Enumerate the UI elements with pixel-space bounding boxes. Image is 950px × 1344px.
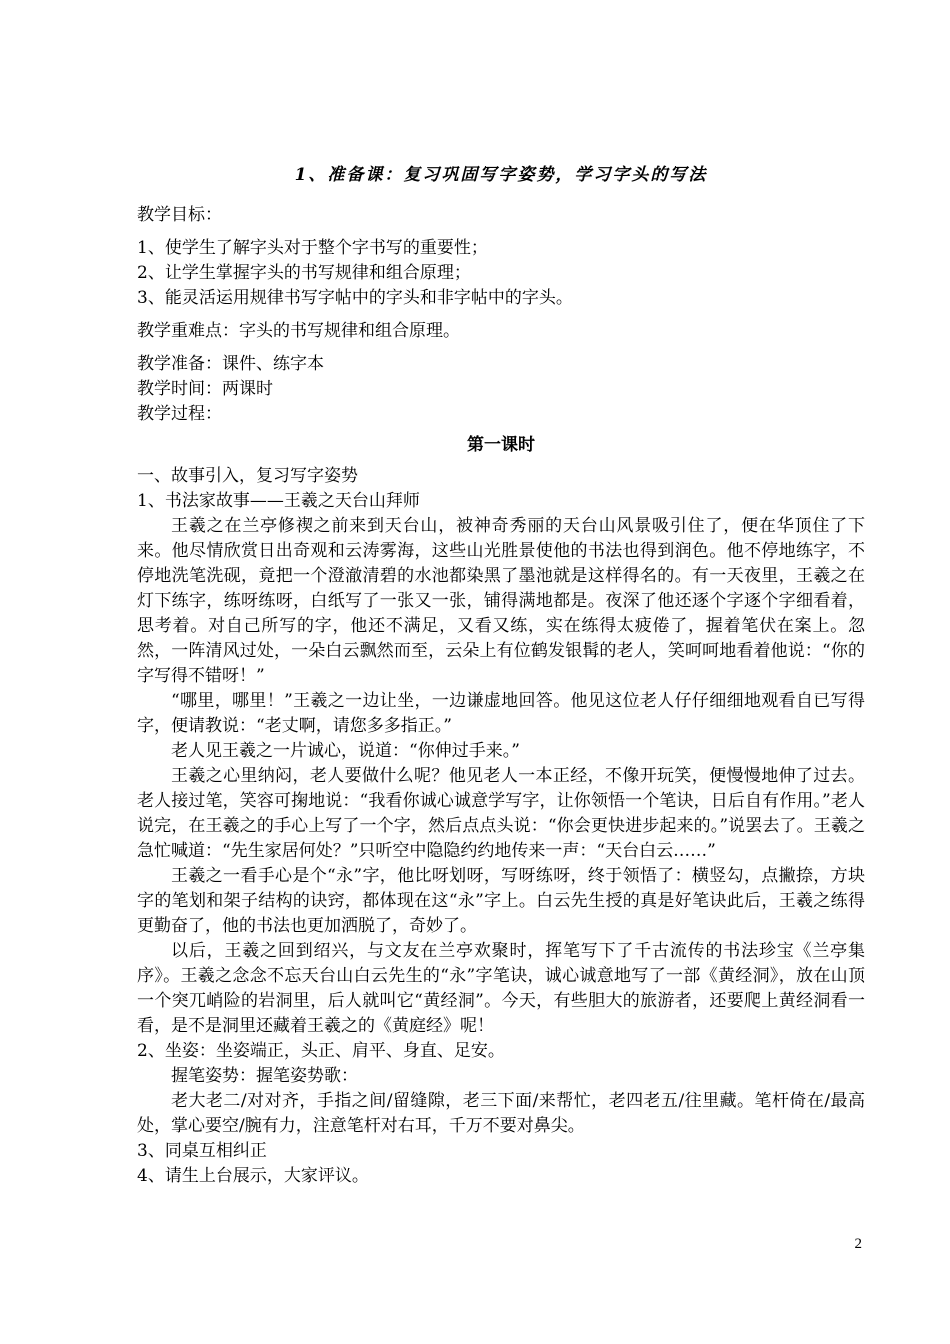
section-heading: 一、故事引入，复习写字姿势: [137, 466, 358, 486]
goal-item: 1、使学生了解字头对于整个字书写的重要性；: [137, 238, 488, 258]
lesson-heading: 第一课时: [467, 435, 535, 455]
story-paragraph: 老人见王羲之一片诚心，说道：“你伸过手来。”: [171, 741, 520, 761]
goal-item: 2、让学生掌握字头的书写规律和组合原理；: [137, 263, 471, 283]
goals-label: 教学目标：: [137, 205, 222, 225]
difficulty-line: 教学重难点：字头的书写规律和组合原理。: [137, 321, 460, 341]
grip-song: 老大老二/对对齐，手指之间/留缝隙，老三下面/来帮忙，老四老五/往里藏。笔杆倚在/最高处，掌心要空/腕有力，注意笔杆对右耳，千万不要对鼻尖。: [137, 1091, 865, 1136]
story-paragraph: 以后，王羲之回到绍兴，与文友在兰亭欢聚时，挥笔写下了千古流传的书法珍宝《兰亭集序》。王羲之念念不忘天台山白云先生的“永”字笔诀，诚心诚意地写了一部《黄经洞》，放在山顶一个突兀峭险的岩洞里，后人就叫它“黄经洞”。今天，有些胆大的旅游者，还要爬上黄经洞看一看，是不是洞里还藏着王羲之的《黄庭经》呢！: [137, 941, 865, 1036]
page-number: 2: [854, 1236, 862, 1252]
lesson-title: 1、准备课：复习巩固写字姿势，学习字头的写法: [294, 165, 708, 185]
goal-item: 3、能灵活运用规律书写字帖中的字头和非字帖中的字头。: [137, 288, 573, 308]
process-line: 教学过程：: [137, 404, 222, 424]
story-heading: 1、书法家故事——王羲之天台山拜师: [137, 491, 420, 511]
grip-heading: 握笔姿势：握笔姿势歌：: [171, 1066, 358, 1086]
item-line: 4、请生上台展示，大家评议。: [137, 1166, 369, 1186]
prep-line: 教学准备：课件、练字本: [137, 354, 324, 374]
time-line: 教学时间：两课时: [137, 379, 273, 399]
item-line: 3、同桌互相纠正: [137, 1141, 267, 1161]
posture-line: 2、坐姿：坐姿端正，头正、肩平、身直、足安。: [137, 1041, 505, 1061]
story-paragraph: 王羲之一看手心是个“永”字，他比呀划呀，写呀练呀，终于领悟了：横竖勾，点撇捺，方块字的笔划和架子结构的诀窍，都体现在这“永”字上。白云先生授的真是好笔诀此后，王羲之练得更勤奋了，他的书法也更加洒脱了，奇妙了。: [137, 866, 865, 936]
story-paragraph: 王羲之在兰亭修禊之前来到天台山，被神奇秀丽的天台山风景吸引住了，便在华顶住了下来。他尽情欣赏日出奇观和云涛雾海，这些山光胜景使他的书法也得到润色。他不停地练字，不停地洗笔洗砚，竟把一个澄澈清碧的水池都染黑了墨池就是这样得名的。有一天夜里，王羲之在灯下练字，练呀练呀，白纸写了一张又一张，铺得满地都是。夜深了他还逐个字逐个字细看着，思考着。对自己所写的字，他还不满足，又看又练，实在练得太疲倦了，握着笔伏在案上。忽然，一阵清风过处，一朵白云飘然而至，云朵上有位鹤发银髯的老人，笑呵呵地看着他说：“你的字写得不错呀！”: [137, 516, 865, 686]
story-paragraph: 王羲之心里纳闷，老人要做什么呢？他见老人一本正经，不像开玩笑，便慢慢地伸了过去。老人接过笔，笑容可掬地说：“我看你诚心诚意学写字，让你领悟一个笔诀，日后自有作用。”老人说完，在王羲之的手心上写了一个字，然后点点头说：“你会更快进步起来的。”说罢去了。王羲之急忙喊道：“先生家居何处？”只听空中隐隐约约地传来一声：“天台白云……”: [137, 766, 865, 861]
page-content: [137, 160, 865, 1189]
story-paragraph: “哪里，哪里！”王羲之一边让坐，一边谦虚地回答。他见这位老人仔仔细细地观看自已写得字，便请教说：“老丈啊，请您多多指正。”: [137, 691, 865, 736]
